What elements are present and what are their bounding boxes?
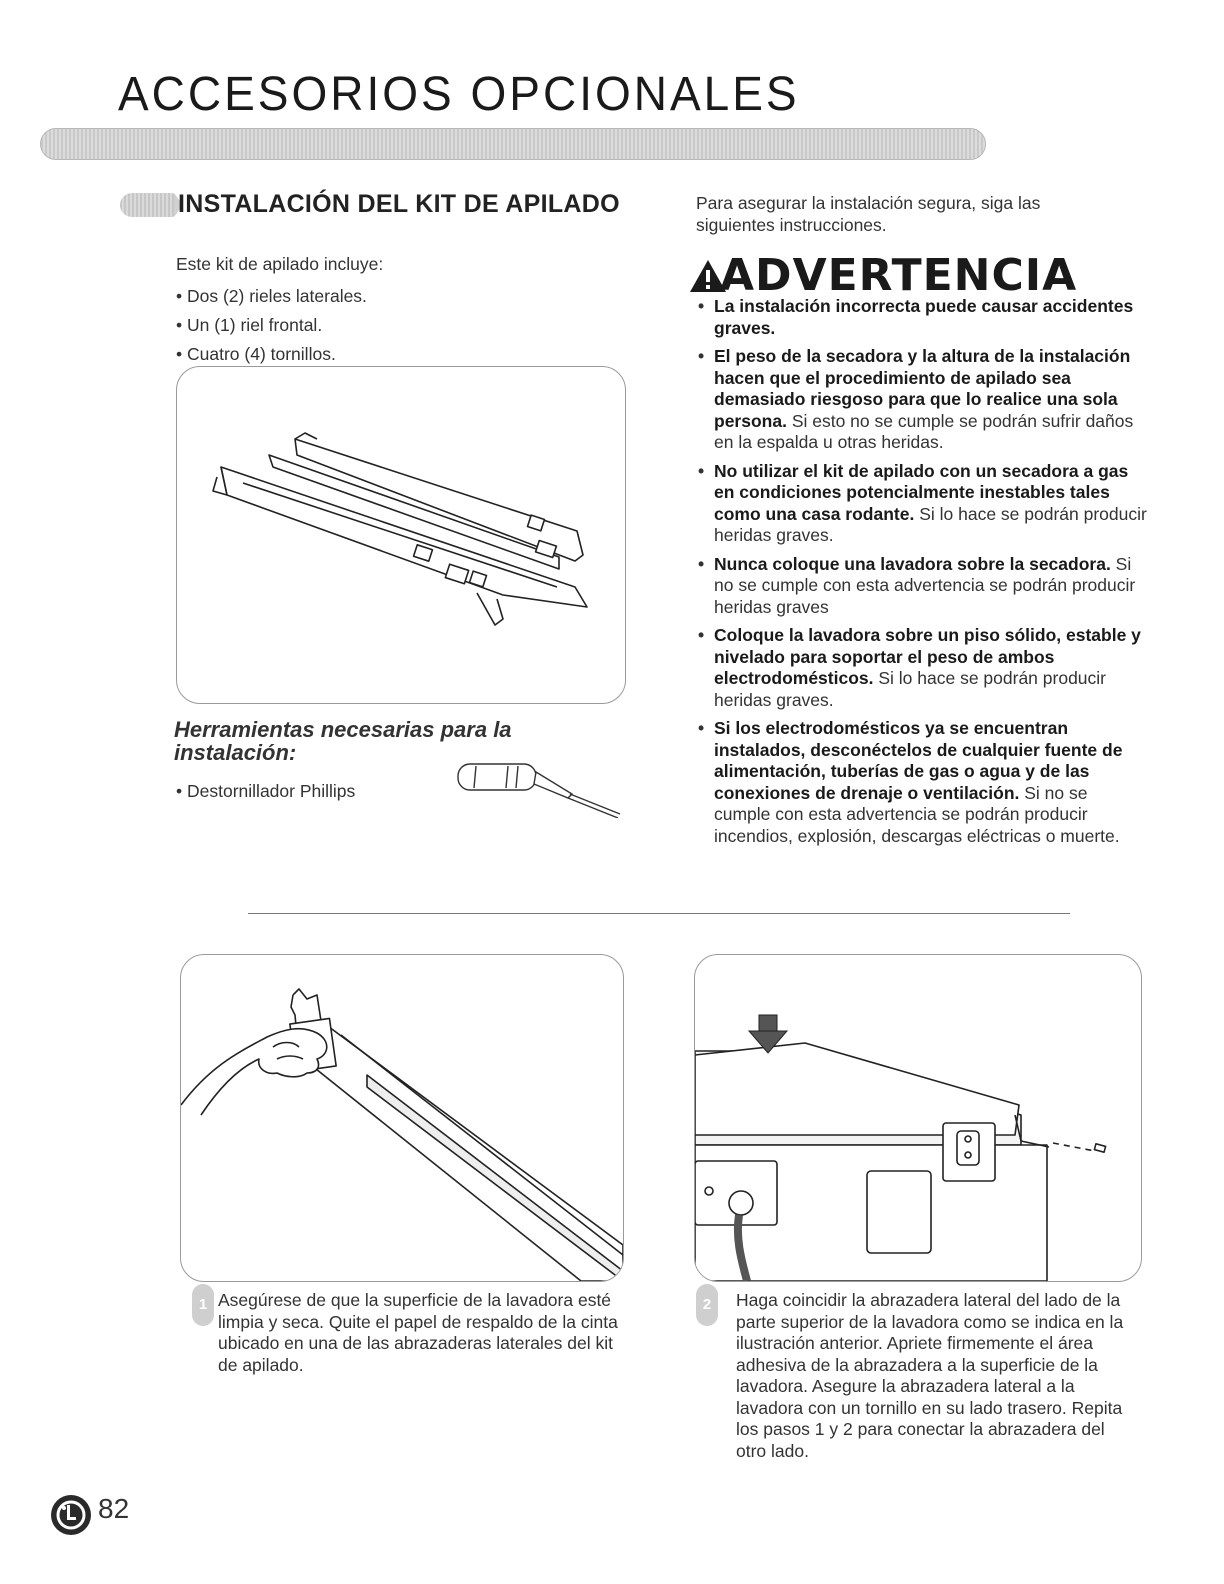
warning-item-bold: No utilizar el kit de apilado con un secadora a gas en condiciones potencialmente inestables tales como una casa rodante. xyxy=(714,460,1129,524)
warning-item-bold: Coloque la lavadora sobre un piso sólido, estable y nivelado para soportar el peso de ambos electrodomésticos. xyxy=(714,625,1141,688)
warning-list xyxy=(698,296,1148,854)
tool-item: • Destornillador Phillips xyxy=(176,781,356,801)
step-2-text: Haga coincidir la abrazadera lateral del lado de la parte superior de la lavadora como se indica en la ilustración anterior. Apriete firmemente el área adhesiva de la abrazadera a la superficie de la lavadora. Asegure la abrazadera lateral a la lavadora con un tornillo en su lado trasero. Repita los pasos 1 y 2 para conectar la abrazadera del otro lado. xyxy=(736,1290,1124,1461)
warning-item-bold: Nunca coloque una lavadora sobre la secadora. xyxy=(714,553,1111,574)
kit-intro: Este kit de apilado incluye: xyxy=(176,254,384,274)
kit-item: • Dos (2) rieles laterales. xyxy=(176,282,367,311)
warning-item xyxy=(698,625,1148,711)
warning-item xyxy=(698,461,1148,547)
warning-title: ADVERTENCIA xyxy=(720,250,1078,301)
warning-item xyxy=(698,296,1148,339)
warning-item-text: Si no se cumple con esta advertencia se podrán producir incendios, explosión, descargas eléctricas o muerte. xyxy=(714,782,1120,846)
step-1-badge: 1 xyxy=(192,1284,214,1326)
title-band xyxy=(40,128,986,160)
screwdriver-icon xyxy=(454,758,626,818)
page-title: ACCESORIOS OPCIONALES xyxy=(118,65,800,121)
step-1-illustration xyxy=(180,954,624,1282)
step-2-illustration xyxy=(694,954,1142,1282)
instructions-intro: Para asegurar la instalación segura, siga las siguientes instrucciones. xyxy=(696,193,1041,235)
step-1-text: Asegúrese de que la superficie de la lavadora esté limpia y seca. Quite el papel de respaldo de la cinta ubicado en una de las abrazaderas laterales del kit de apilado. xyxy=(218,1290,618,1375)
warning-item-text: Si lo hace se podrán producir heridas graves. xyxy=(714,503,1147,545)
warning-item xyxy=(698,554,1148,619)
warning-item xyxy=(698,718,1148,847)
lg-logo-icon xyxy=(50,1494,92,1536)
warning-item-bold: El peso de la secadora y la altura de la instalación hacen que el procedimiento de apilado sea demasiado riesgoso para que lo realice una sola persona. xyxy=(714,346,1131,431)
tool-item-label: Destornillador Phillips xyxy=(187,781,356,801)
step-2-badge: 2 xyxy=(696,1284,718,1326)
section-divider xyxy=(248,913,1070,914)
warning-item-text: Si no se cumple con esta advertencia se podrán producir heridas graves xyxy=(714,553,1136,617)
kit-item: • Un (1) riel frontal. xyxy=(176,311,367,340)
kit-list xyxy=(176,282,367,369)
warning-item-bold: La instalación incorrecta puede causar accidentes graves. xyxy=(714,296,1134,338)
page-number: 82 xyxy=(98,1493,130,1524)
warning-item xyxy=(698,346,1148,454)
hand-peeling-tape-drawing xyxy=(181,955,623,1281)
stacking-kit-illustration xyxy=(176,366,626,704)
tools-title: Herramientas necesarias para la instalación: xyxy=(174,717,512,765)
warning-item-bold: Si los electrodomésticos ya se encuentran instalados, desconéctelos de cualquier fuente de alimentación, tuberías de gas o agua y de las conexiones de drenaje o ventilación. xyxy=(714,718,1123,803)
section-tab-marker xyxy=(120,193,174,217)
kit-item: • Cuatro (4) tornillos. xyxy=(176,340,367,369)
warning-item-text: Si lo hace se podrán producir heridas graves. xyxy=(714,668,1106,710)
warning-item-text: Si esto no se cumple se podrán sufrir daños en la espalda u otras heridas. xyxy=(714,410,1134,452)
rails-drawing xyxy=(177,367,625,703)
washer-bracket-drawing xyxy=(695,955,1141,1281)
section-title: INSTALACIÓN DEL KIT DE APILADO xyxy=(178,190,620,218)
